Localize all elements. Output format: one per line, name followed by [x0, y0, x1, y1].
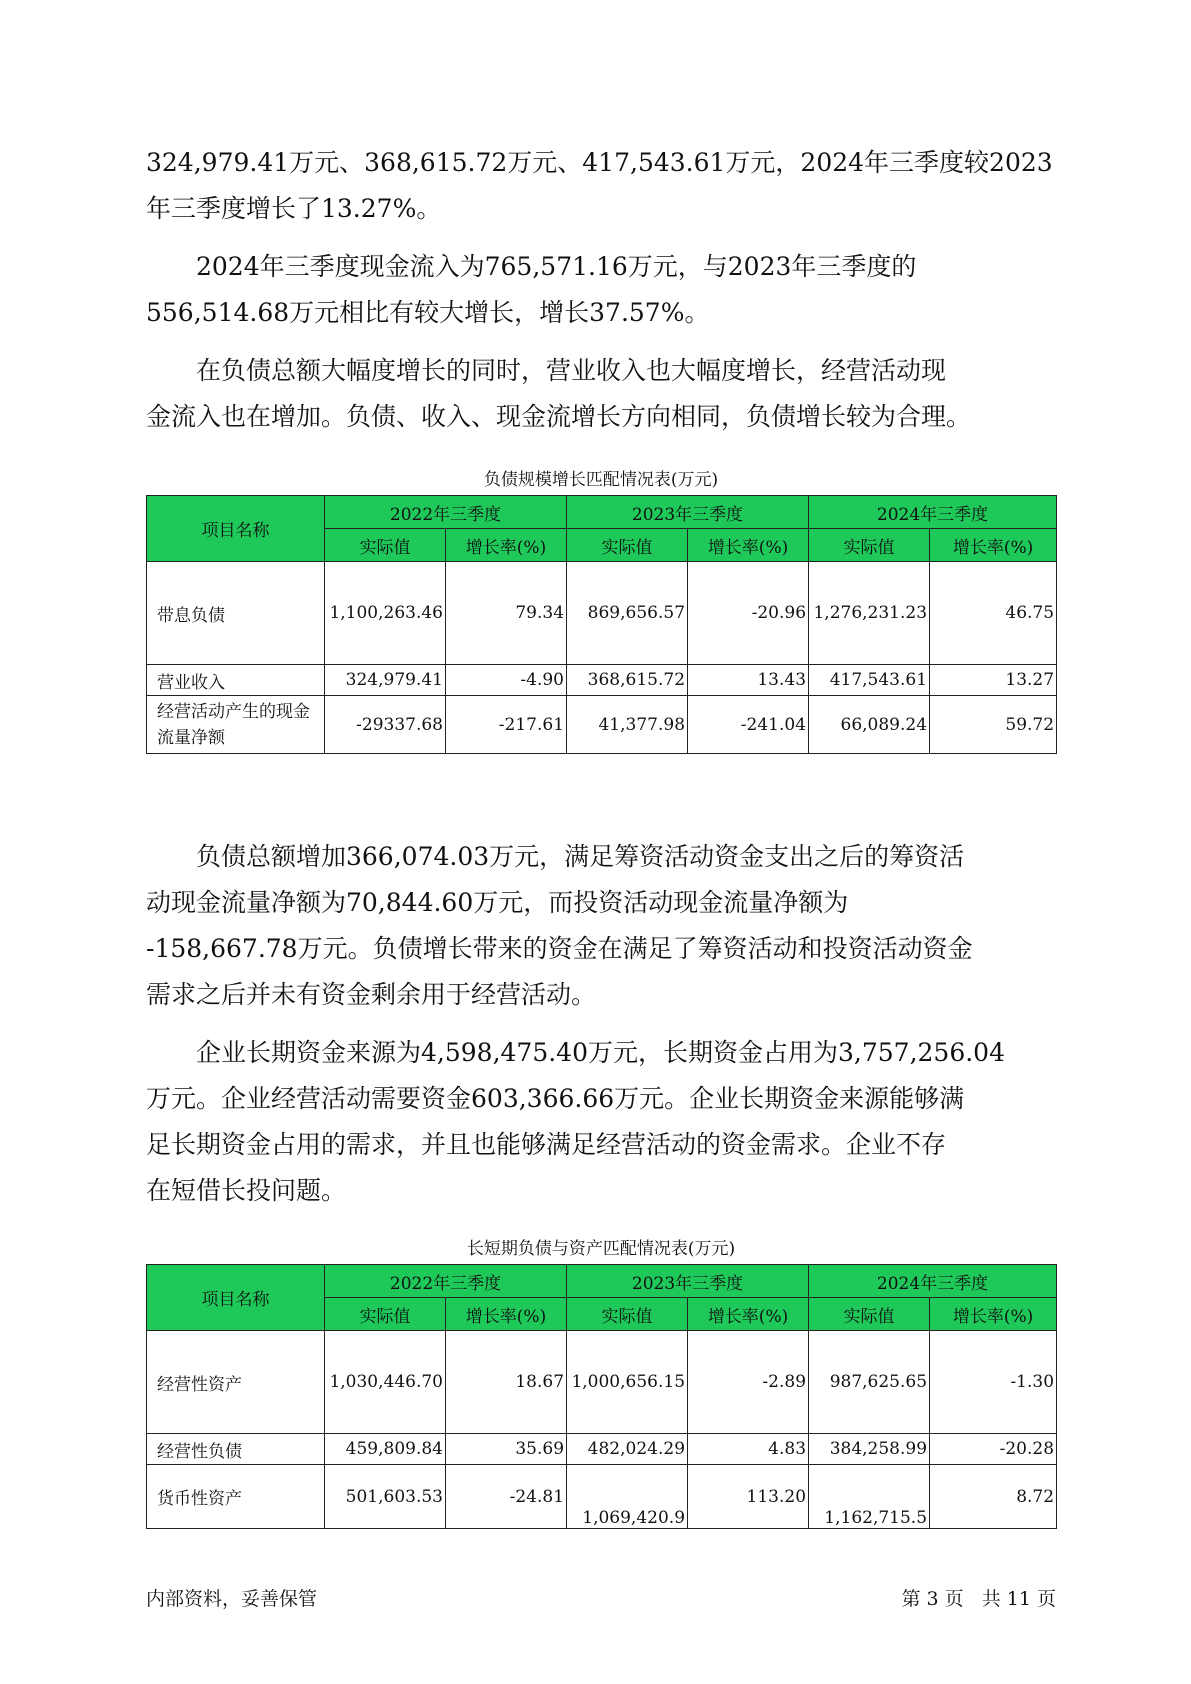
- header-period: 2024年三季度: [809, 496, 1057, 529]
- cell-rate: -241.04: [688, 696, 809, 754]
- cell-rate: -1.30: [930, 1331, 1057, 1434]
- cell-actual: 66,089.24: [809, 696, 930, 754]
- cell-rate: 13.43: [688, 665, 809, 696]
- header-period: 2022年三季度: [325, 1265, 567, 1298]
- table-row: [147, 696, 1057, 754]
- header-actual: 实际值: [809, 1298, 930, 1331]
- row-name: 货币性资产: [147, 1465, 325, 1529]
- paragraph-line: 在短借长投问题。: [146, 1176, 347, 1205]
- cell-rate: 18.67: [446, 1331, 567, 1434]
- footer-left: 内部资料，妥善保管: [146, 1588, 318, 1610]
- row-name: 营业收入: [147, 665, 325, 696]
- row-name: 经营性负债: [147, 1434, 325, 1465]
- debt-growth-table: [146, 495, 1057, 754]
- header-item-name: 项目名称: [147, 496, 325, 562]
- cell-rate: 59.72: [930, 696, 1057, 754]
- header-item-name: 项目名称: [147, 1265, 325, 1331]
- cell-actual: -29337.68: [325, 696, 446, 754]
- cell-actual: 1,100,263.46: [325, 562, 446, 665]
- paragraph-line: 年三季度增长了13.27%。: [146, 194, 442, 223]
- table-row: [147, 665, 1057, 696]
- cell-rate: 113.20: [688, 1465, 809, 1529]
- paragraph-line: 足长期资金占用的需求，并且也能够满足经营活动的资金需求。企业不存: [146, 1130, 947, 1159]
- paragraph-3: [146, 348, 1056, 440]
- cell-actual: 1,000,656.15: [567, 1331, 688, 1434]
- header-actual: 实际值: [325, 1298, 446, 1331]
- cell-actual: 1,276,231.23: [809, 562, 930, 665]
- cell-rate: 4.83: [688, 1434, 809, 1465]
- header-period: 2023年三季度: [567, 1265, 809, 1298]
- paragraph-5: [146, 1030, 1056, 1214]
- header-rate: 增长率(%): [930, 1298, 1057, 1331]
- cell-rate: 13.27: [930, 665, 1057, 696]
- cell-rate: -20.28: [930, 1434, 1057, 1465]
- paragraph-line: 324,979.41万元、368,615.72万元、417,543.61万元，2024年三季度较2023: [146, 148, 1053, 177]
- cell-actual: 501,603.53: [325, 1465, 446, 1529]
- header-rate: 增长率(%): [930, 529, 1057, 562]
- header-period: 2024年三季度: [809, 1265, 1057, 1298]
- header-actual: 实际值: [325, 529, 446, 562]
- header-rate: 增长率(%): [688, 1298, 809, 1331]
- header-period: 2022年三季度: [325, 496, 567, 529]
- paragraph-line: 金流入也在增加。负债、收入、现金流增长方向相同，负债增长较为合理。: [146, 402, 972, 431]
- header-rate: 增长率(%): [446, 529, 567, 562]
- header-period: 2023年三季度: [567, 496, 809, 529]
- paragraph-line: 负债总额增加366,074.03万元，满足筹资活动资金支出之后的筹资活: [196, 842, 965, 871]
- paragraph-line: 企业长期资金来源为4,598,475.40万元，长期资金占用为3,757,256.04: [196, 1038, 1005, 1067]
- header-actual: 实际值: [567, 529, 688, 562]
- header-actual: 实际值: [567, 1298, 688, 1331]
- paragraph-line: 需求之后并未有资金剩余用于经营活动。: [146, 980, 597, 1009]
- cell-actual: 869,656.57: [567, 562, 688, 665]
- header-rate: 增长率(%): [446, 1298, 567, 1331]
- paragraph-2: [146, 244, 1056, 336]
- header-actual: 实际值: [809, 529, 930, 562]
- cell-actual: 987,625.65: [809, 1331, 930, 1434]
- footer-page-number: 第 3 页 共 11 页: [901, 1588, 1056, 1610]
- table-2-caption: 长短期负债与资产匹配情况表(万元): [466, 1239, 736, 1259]
- cell-rate: -24.81: [446, 1465, 567, 1529]
- table-row: [147, 1465, 1057, 1529]
- liability-asset-match-table: [146, 1264, 1057, 1529]
- cell-actual: 368,615.72: [567, 665, 688, 696]
- cell-rate: 8.72: [930, 1465, 1057, 1529]
- paragraph-line: 动现金流量净额为70,844.60万元，而投资活动现金流量净额为: [146, 888, 849, 917]
- paragraph-line: 556,514.68万元相比有较大增长，增长37.57%。: [146, 298, 710, 327]
- paragraph-4: [146, 834, 1056, 1018]
- cell-actual: 324,979.41: [325, 665, 446, 696]
- row-name: 经营性资产: [147, 1331, 325, 1434]
- table-1-caption: 负债规模增长匹配情况表(万元): [483, 470, 719, 490]
- cell-rate: -4.90: [446, 665, 567, 696]
- cell-actual: 384,258.99: [809, 1434, 930, 1465]
- header-rate: 增长率(%): [688, 529, 809, 562]
- cell-actual: 459,809.84: [325, 1434, 446, 1465]
- cell-actual: 1,162,715.5: [809, 1465, 930, 1529]
- cell-actual: 1,069,420.9: [567, 1465, 688, 1529]
- cell-actual: 1,030,446.70: [325, 1331, 446, 1434]
- paragraph-line: 在负债总额大幅度增长的同时，营业收入也大幅度增长，经营活动现: [196, 356, 947, 385]
- table-row: [147, 1331, 1057, 1434]
- cell-actual: 417,543.61: [809, 665, 930, 696]
- cell-rate: -217.61: [446, 696, 567, 754]
- cell-rate: -20.96: [688, 562, 809, 665]
- paragraph-1: [146, 140, 1056, 232]
- cell-rate: -2.89: [688, 1331, 809, 1434]
- paragraph-line: 万元。企业经营活动需要资金603,366.66万元。企业长期资金来源能够满: [146, 1084, 965, 1113]
- row-name: 经营活动产生的现金流量净额: [147, 696, 325, 754]
- cell-rate: 46.75: [930, 562, 1057, 665]
- paragraph-line: 2024年三季度现金流入为765,571.16万元，与2023年三季度的: [196, 252, 917, 281]
- cell-rate: 79.34: [446, 562, 567, 665]
- cell-actual: 41,377.98: [567, 696, 688, 754]
- paragraph-line: -158,667.78万元。负债增长带来的资金在满足了筹资活动和投资活动资金: [146, 934, 973, 963]
- cell-rate: 35.69: [446, 1434, 567, 1465]
- row-name: 带息负债: [147, 562, 325, 665]
- cell-actual: 482,024.29: [567, 1434, 688, 1465]
- table-row: [147, 562, 1057, 665]
- table-row: [147, 1434, 1057, 1465]
